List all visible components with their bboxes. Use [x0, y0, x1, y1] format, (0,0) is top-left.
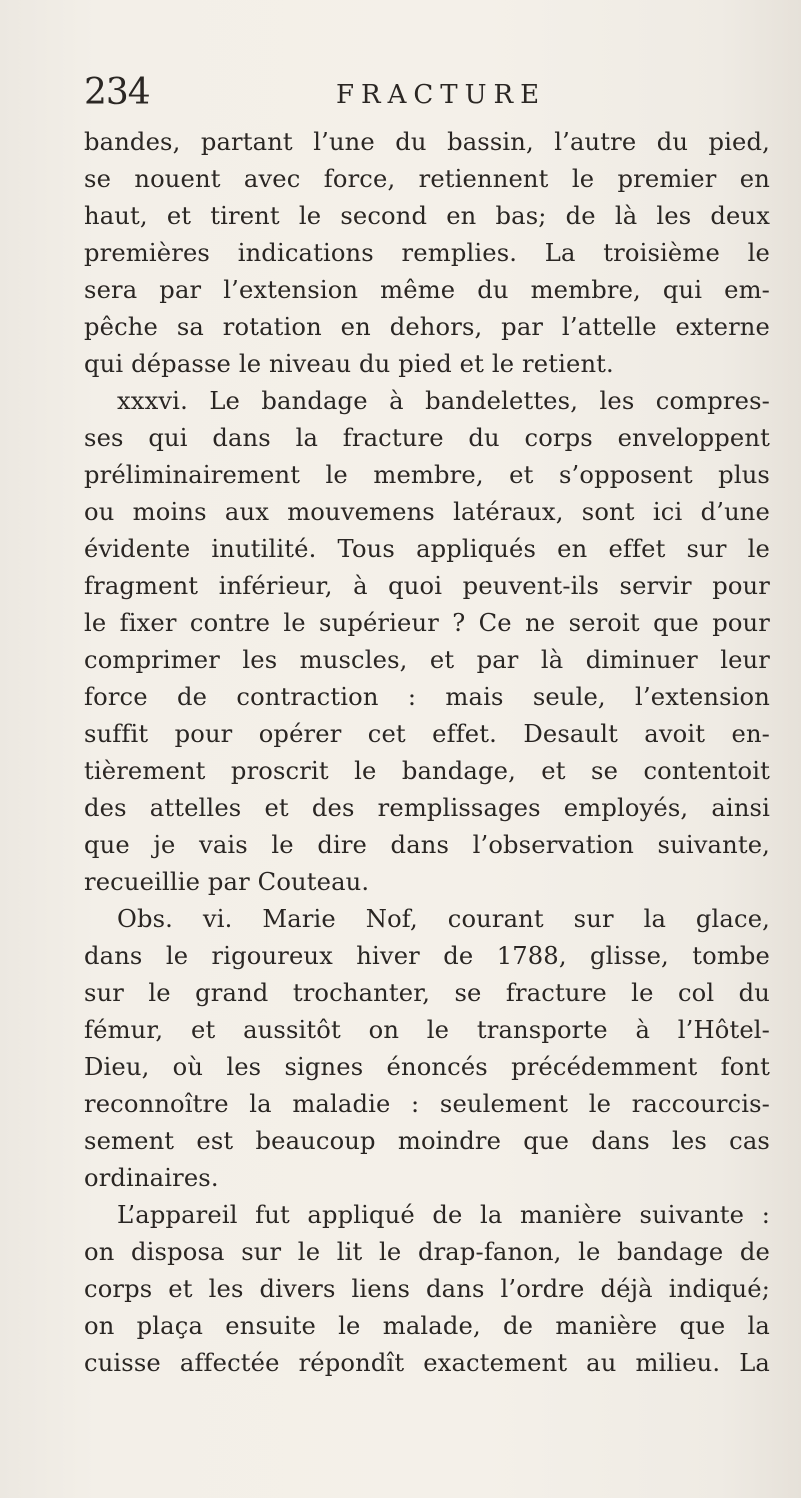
body-text: [84, 124, 770, 1382]
text-line: force de contraction : mais seule, l’extension: [84, 683, 770, 711]
page-header: [84, 72, 764, 132]
text-line: on disposa sur le lit le drap-fanon, le bandage de: [84, 1238, 770, 1266]
text-line: comprimer les muscles, et par là diminuer leur: [84, 646, 770, 674]
text-line: recueillie par Couteau.: [84, 868, 370, 896]
text-line: ou moins aux mouvemens latéraux, sont ici d’une: [84, 498, 770, 526]
text-line: premières indications remplies. La troisième le: [84, 239, 770, 267]
text-line: cuisse affectée répondît exactement au milieu. La: [84, 1349, 770, 1377]
text-line: tièrement proscrit le bandage, et se contentoit: [84, 757, 770, 785]
text-line: reconnoître la maladie : seulement le raccourcis-: [84, 1090, 770, 1118]
running-head: FRACTURE: [336, 80, 547, 110]
text-line: Obs. vi. Marie Nof, courant sur la glace,: [117, 905, 770, 933]
text-line: corps et les divers liens dans l’ordre déjà indiqué;: [84, 1275, 770, 1303]
text-line: sur le grand trochanter, se fracture le col du: [84, 979, 770, 1007]
text-line: L’appareil fut appliqué de la manière suivante :: [117, 1201, 770, 1229]
text-line: suffit pour opérer cet effet. Desault avoit en-: [84, 720, 770, 748]
text-line: évidente inutilité. Tous appliqués en effet sur le: [84, 535, 770, 563]
text-line: sera par l’extension même du membre, qui em-: [84, 276, 770, 304]
text-line: se nouent avec force, retiennent le premier en: [84, 165, 770, 193]
text-line: préliminairement le membre, et s’opposent plus: [84, 461, 770, 489]
text-line: que je vais le dire dans l’observation suivante,: [84, 831, 770, 859]
page-number: 234: [84, 72, 150, 113]
text-line: dans le rigoureux hiver de 1788, glisse, tombe: [84, 942, 770, 970]
text-line: bandes, partant l’une du bassin, l’autre du pied,: [84, 128, 770, 156]
text-line: pêche sa rotation en dehors, par l’attelle externe: [84, 313, 770, 341]
text-line: ordinaires.: [84, 1164, 219, 1192]
text-line: on plaça ensuite le malade, de manière que la: [84, 1312, 770, 1340]
text-line: haut, et tirent le second en bas; de là les deux: [84, 202, 770, 230]
text-line: qui dépasse le niveau du pied et le retient.: [84, 350, 614, 378]
text-line: fémur, et aussitôt on le transporte à l’Hôtel-: [84, 1016, 770, 1044]
text-line: ses qui dans la fracture du corps enveloppent: [84, 424, 770, 452]
text-line: fragment inférieur, à quoi peuvent-ils servir pour: [84, 572, 770, 600]
text-line: le fixer contre le supérieur ? Ce ne seroit que pour: [84, 609, 770, 637]
text-line: sement est beaucoup moindre que dans les cas: [84, 1127, 770, 1155]
text-line: des attelles et des remplissages employés, ainsi: [84, 794, 770, 822]
text-line: Dieu, où les signes énoncés précédemment font: [84, 1053, 770, 1081]
text-line: xxxvi. Le bandage à bandelettes, les compres-: [117, 387, 770, 415]
